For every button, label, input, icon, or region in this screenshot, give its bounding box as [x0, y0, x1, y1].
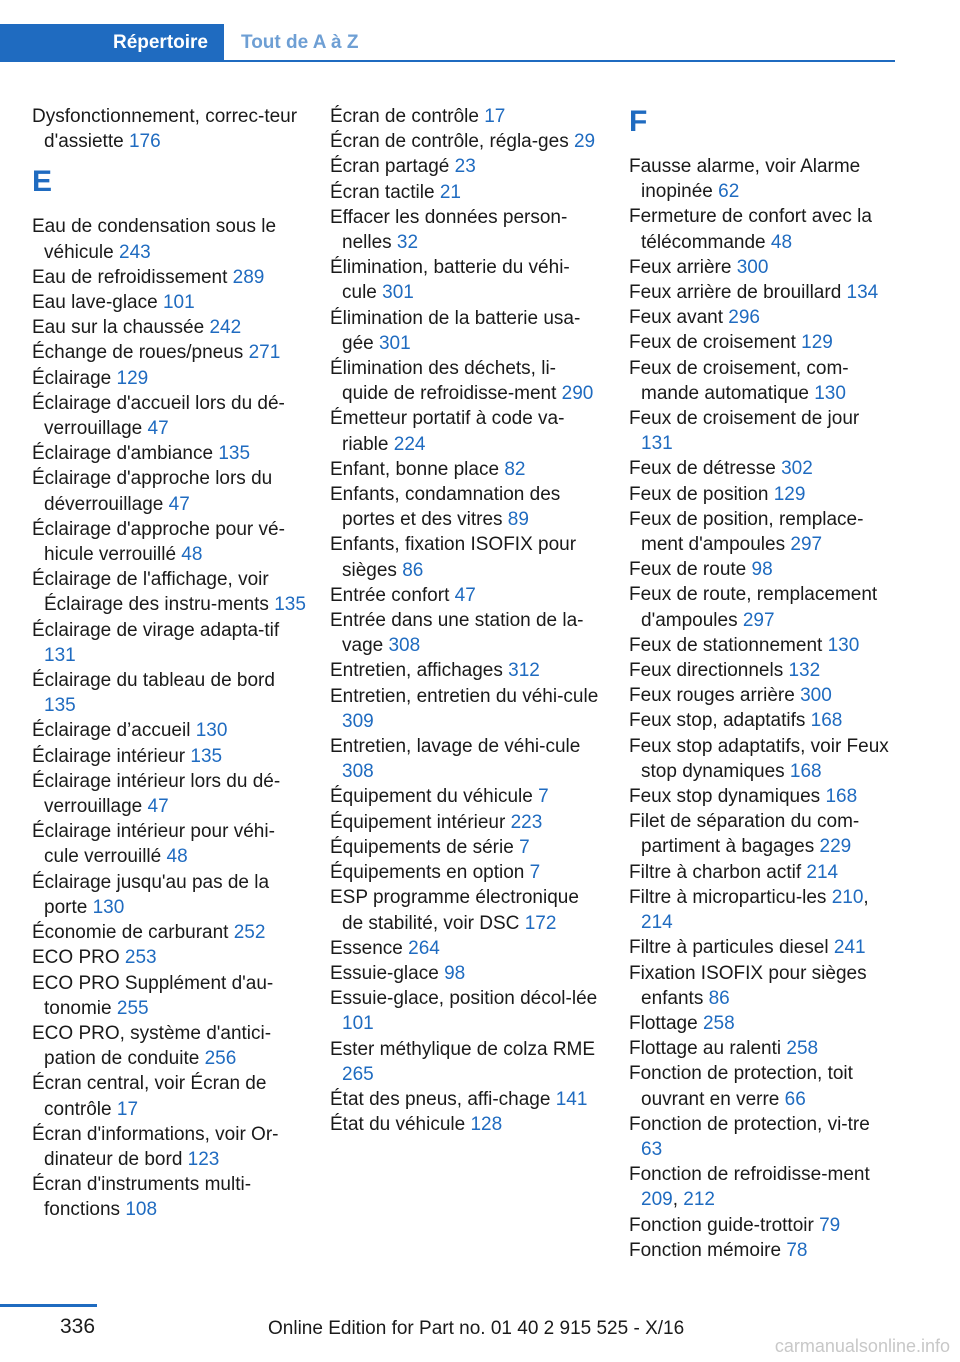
index-entry: [32, 567, 307, 617]
index-entry-text: Essuie-glace, position décol-lée: [330, 988, 598, 1010]
page-link[interactable]: 212: [683, 1189, 715, 1211]
index-entry-text: Eau lave-glace: [32, 292, 163, 314]
page-link[interactable]: 47: [147, 796, 169, 818]
index-entry-text: Fausse alarme, voir Alarme inopinée: [629, 156, 861, 203]
page-link[interactable]: 301: [378, 332, 411, 354]
index-entry: [330, 154, 600, 179]
index-entry-text: Élimination, batterie du véhi-cule: [330, 257, 570, 304]
index-entry: [32, 971, 307, 1021]
index-entry: [32, 315, 307, 340]
index-entry-text: Éclairage: [32, 367, 117, 389]
index-entry-text: Feux stop, adaptatifs: [629, 710, 811, 732]
page-link[interactable]: 108: [125, 1199, 158, 1221]
index-entry-text: Éclairage d'accueil lors du dé-verrouillage: [32, 392, 285, 440]
index-entry-text: Entrée dans une station de la-vage: [330, 610, 584, 657]
index-entry-text: Feux stop dynamiques: [629, 786, 826, 808]
page-link[interactable]: 129: [773, 483, 806, 505]
index-entry: [330, 532, 600, 582]
index-entry: [330, 457, 600, 482]
page-link[interactable]: 130: [195, 720, 228, 742]
index-entry: Fonction de refroidisse-ment 209, 212: [629, 1164, 870, 1211]
index-entry-text: Éclairage de virage adapta-tif: [32, 619, 280, 641]
page-link[interactable]: 89: [507, 509, 529, 531]
page-link[interactable]: 210: [831, 886, 864, 908]
page-link[interactable]: 101: [162, 292, 195, 314]
index-entry-text: Feux arrière: [629, 256, 737, 278]
index-column-1: [32, 104, 307, 1223]
page-link[interactable]: 131: [44, 644, 76, 666]
index-entry-text: Équipements en option: [330, 862, 530, 884]
page-link[interactable]: 82: [504, 458, 526, 480]
page-link[interactable]: 29: [573, 131, 596, 153]
page-link[interactable]: 48: [181, 544, 203, 566]
index-entry-text: Feux de stationnement: [629, 634, 828, 656]
page-number: 336: [60, 1315, 96, 1338]
index-entry: [330, 482, 600, 532]
page-link[interactable]: 209: [641, 1189, 673, 1211]
index-entry-text: Entretien, affichages: [330, 660, 509, 682]
index-entry-text: Éclairage du tableau de bord: [32, 670, 275, 692]
index-entry-text: Essuie-glace: [330, 962, 445, 984]
page-link[interactable]: 17: [116, 1098, 139, 1120]
index-entry: [330, 810, 600, 835]
page-link[interactable]: 300: [736, 256, 769, 278]
index-entry: [629, 683, 894, 708]
page-link[interactable]: 243: [119, 241, 151, 263]
index-entry: [32, 1021, 307, 1071]
page-link[interactable]: 141: [555, 1088, 588, 1110]
index-entry-text: Écran tactile: [330, 181, 440, 203]
page-link[interactable]: 264: [408, 937, 440, 959]
index-entry-text: Éclairage d'ambiance: [32, 443, 219, 465]
page-link[interactable]: 23: [454, 156, 476, 178]
page-link[interactable]: 135: [44, 695, 76, 717]
index-entry: [629, 784, 894, 809]
page-link[interactable]: 256: [204, 1048, 237, 1070]
page-link[interactable]: 21: [439, 181, 461, 203]
index-entry: [629, 1036, 894, 1061]
index-entry-text: Éclairage d'approche lors du déverrouillage: [32, 468, 273, 515]
index-entry-text: Fonction de protection, toit ouvrant en verre: [629, 1063, 853, 1110]
index-entry-text: Eau sur la chaussée: [32, 317, 210, 339]
index-entry: [629, 809, 894, 859]
index-entry-text: Fonction guide-trottoir: [629, 1214, 820, 1236]
page-link[interactable]: 308: [342, 761, 374, 783]
page-link[interactable]: 296: [728, 307, 760, 329]
index-entry-text: ECO PRO: [32, 947, 125, 969]
footer-rule: [0, 1304, 97, 1307]
index-entry: [629, 557, 894, 582]
index-entry: [330, 986, 600, 1036]
page-link[interactable]: 79: [819, 1214, 841, 1236]
page-link[interactable]: 32: [396, 232, 419, 254]
index-entry: [330, 961, 600, 986]
page-link[interactable]: 258: [786, 1038, 819, 1060]
index-letter-heading: F: [629, 105, 648, 138]
page-link[interactable]: 309: [342, 710, 374, 732]
page-link[interactable]: 62: [718, 181, 740, 203]
index-entry: [330, 205, 600, 255]
index-entry-text: Feux directionnels: [629, 660, 789, 682]
index-entry-text: Élimination de la batterie usa-gée: [330, 307, 581, 354]
index-entry-text: Éclairage jusqu'au pas de la porte: [32, 871, 270, 918]
index-entry-text: Eau de condensation sous le véhicule: [32, 216, 277, 263]
index-entry: [330, 255, 600, 305]
index-entry-text: Écran d'informations, voir Or-dinateur de bord: [32, 1123, 279, 1170]
page-link[interactable]: 7: [538, 786, 549, 808]
page-link[interactable]: 135: [274, 594, 306, 616]
tab-repertoire[interactable]: Répertoire: [0, 24, 224, 62]
index-entry: [629, 961, 894, 1011]
index-entry: [330, 1112, 600, 1137]
index-entry-text: Émetteur portatif à code va-riable: [330, 408, 565, 455]
index-entry: [629, 507, 894, 557]
page-link[interactable]: 172: [524, 912, 557, 934]
index-entry-text: Enfant, bonne place: [330, 458, 505, 480]
index-entry-text: Équipements de série: [330, 836, 520, 858]
index-column-3: [629, 104, 894, 1263]
index-entry: [330, 885, 600, 935]
index-entry-text: Échange de roues/pneus: [32, 342, 249, 364]
page-link[interactable]: 301: [382, 282, 414, 304]
index-entry-text: Équipement du véhicule: [330, 786, 539, 808]
index-entry: [330, 306, 600, 356]
index-entry: [330, 583, 600, 608]
index-entry-text: Feux de détresse: [629, 458, 782, 480]
index-entry-text: Fixation ISOFIX pour sièges enfants: [629, 962, 867, 1009]
page-link[interactable]: 129: [801, 332, 833, 354]
index-entry-text: Éclairage de l'affichage, voir Éclairage des instru-ments: [32, 569, 275, 616]
page-link[interactable]: 134: [846, 282, 879, 304]
page-link[interactable]: 229: [819, 836, 852, 858]
page-link[interactable]: 258: [702, 1012, 735, 1034]
index-entry: [629, 1112, 894, 1162]
index-entry: [32, 668, 307, 718]
page-link[interactable]: 129: [116, 367, 149, 389]
index-entry: [32, 1122, 307, 1172]
index-entry: [330, 658, 600, 683]
page-link[interactable]: 17: [484, 106, 506, 127]
index-entry-text: Éclairage intérieur: [32, 745, 191, 767]
page-link[interactable]: 130: [814, 382, 846, 404]
page-link[interactable]: 168: [825, 786, 858, 808]
index-entry-text: Fonction de protection, vi-tre: [629, 1113, 870, 1135]
index-entry-text: Flottage au ralenti: [629, 1038, 787, 1060]
page-link[interactable]: 223: [510, 811, 543, 833]
page-link[interactable]: 290: [561, 383, 594, 405]
index-letter-heading: E: [32, 165, 53, 199]
index-entry: Filtre à microparticu-les 210, 214: [629, 886, 869, 934]
index-entry: [629, 204, 894, 254]
page-link[interactable]: 47: [168, 493, 190, 515]
page-link[interactable]: 98: [751, 559, 773, 581]
index-column-2: [330, 104, 600, 1137]
index-entry-text: Écran d'instruments multi-fonctions: [32, 1174, 252, 1221]
index-entry-text: Flottage: [629, 1012, 703, 1034]
index-entry: [330, 129, 600, 154]
page-link[interactable]: 135: [190, 745, 223, 767]
page-link[interactable]: 66: [784, 1088, 806, 1110]
index-entry-text: Feux avant: [629, 307, 729, 329]
page-link[interactable]: 308: [388, 635, 421, 657]
page-link[interactable]: 176: [128, 131, 161, 153]
index-entry: [32, 104, 307, 154]
page-link[interactable]: 7: [519, 836, 530, 858]
index-entry: [330, 734, 600, 784]
index-entry-text: Écran de contrôle: [330, 106, 485, 127]
index-entry-text: Ester méthylique de colza RME: [330, 1038, 596, 1060]
index-entry: [330, 1037, 600, 1087]
page-link[interactable]: 86: [708, 987, 730, 1009]
index-entry: [330, 608, 600, 658]
index-entry-text: Éclairage intérieur lors du dé-verrouillage: [32, 770, 281, 818]
index-entry: [32, 744, 307, 769]
index-entry: [330, 356, 600, 406]
index-entry-text: Feux de croisement, com-mande automatique: [629, 357, 849, 404]
index-entry-text: Élimination des déchets, li-quide de refroidisse-ment: [330, 358, 562, 405]
watermark: carmanualsonline.info: [774, 1336, 950, 1356]
page-link[interactable]: 214: [641, 912, 673, 934]
index-entry-text: ECO PRO, système d'antici-pation de conduite: [32, 1022, 272, 1070]
index-entry: [330, 784, 600, 809]
index-entry: [629, 582, 894, 632]
index-entry-text: Fonction de refroidisse-ment: [629, 1164, 870, 1186]
index-entry: [32, 265, 307, 290]
index-entry: [330, 936, 600, 961]
index-entry-text: Entretien, lavage de véhi-cule: [330, 736, 581, 758]
index-entry-text: Éclairage intérieur pour véhi-cule verrouillé: [32, 821, 275, 868]
index-entry-text: Équipement intérieur: [330, 811, 511, 833]
index-entry-text: Écran de contrôle, régla-ges: [330, 131, 574, 153]
index-entry: [32, 340, 307, 365]
edition-text: Online Edition for Part no. 01 40 2 915 525 - X/16: [268, 1318, 685, 1339]
header-rule: [0, 60, 895, 62]
index-entry: [629, 330, 894, 355]
page-link[interactable]: 63: [641, 1138, 663, 1160]
page-link[interactable]: 253: [124, 947, 157, 969]
page-link[interactable]: 289: [232, 266, 265, 288]
index-entry: [32, 517, 307, 567]
page-link[interactable]: 271: [248, 342, 281, 364]
index-entry-text: Enfants, condamnation des portes et des vitres: [330, 484, 561, 531]
index-entry: [629, 456, 894, 481]
index-entry-text: Filet de séparation du com-partiment à bagages: [629, 811, 860, 858]
page-link[interactable]: 297: [742, 609, 775, 631]
page-link[interactable]: 47: [454, 584, 476, 606]
index-entry: [330, 684, 600, 734]
index-entry: [32, 945, 307, 970]
index-entry-text: Effacer les données person-nelles: [330, 206, 568, 254]
index-entry: [629, 356, 894, 406]
index-entry-text: Feux de position: [629, 483, 774, 505]
index-entry: [32, 870, 307, 920]
page-link[interactable]: 224: [393, 433, 426, 455]
index-entry-text: Eau de refroidissement: [32, 266, 233, 288]
index-entry-text: État des pneus, affi-chage: [330, 1088, 556, 1110]
index-entry: [629, 305, 894, 330]
index-entry-text: Feux arrière de brouillard: [629, 282, 847, 304]
page-link[interactable]: 241: [833, 937, 866, 959]
index-entry-text: Éclairage d’accueil: [32, 720, 196, 742]
index-entry-text: Feux de croisement de jour: [629, 408, 860, 430]
index-entry-text: Entrée confort: [330, 584, 455, 606]
index-entry: [32, 391, 307, 441]
index-entry: [629, 280, 894, 305]
page-link[interactable]: 101: [342, 1013, 374, 1035]
page-link[interactable]: 214: [806, 861, 839, 883]
index-entry: [629, 154, 894, 204]
index-entry: [629, 633, 894, 658]
page-link[interactable]: 168: [810, 710, 843, 732]
index-entry: [330, 1087, 600, 1112]
tab-tout-de-a-a-z[interactable]: Tout de A à Z: [241, 32, 359, 53]
index-entry: [629, 734, 894, 784]
index-entry: [330, 835, 600, 860]
index-entry: [32, 618, 307, 668]
index-entry: [32, 466, 307, 516]
page-link[interactable]: 265: [342, 1063, 374, 1085]
page-link[interactable]: 242: [209, 317, 242, 339]
page-link[interactable]: 302: [781, 458, 813, 480]
index-entry-text: Feux rouges arrière: [629, 685, 801, 707]
page-link[interactable]: 86: [402, 559, 424, 581]
index-entry: [330, 860, 600, 885]
index-entry: [32, 819, 307, 869]
index-entry-text: ECO PRO Supplément d'au-tonomie: [32, 972, 274, 1019]
header-bar: [0, 24, 895, 62]
index-entry-text: Fermeture de confort avec la télécommande: [629, 206, 872, 253]
index-entry-text: Feux de route, remplacement d'ampoules: [629, 584, 878, 631]
index-entry: [629, 1238, 894, 1263]
index-entry-text: Éclairage d'approche pour vé-hicule verrouillé: [32, 518, 285, 566]
page-link[interactable]: 78: [786, 1239, 808, 1261]
page-link[interactable]: 252: [233, 922, 266, 944]
index-entry: [32, 920, 307, 945]
page-link[interactable]: 7: [529, 862, 541, 884]
page-link[interactable]: 132: [788, 660, 821, 682]
index-entry-text: État du véhicule: [330, 1114, 471, 1136]
index-entry: [629, 1213, 894, 1238]
page-link[interactable]: 123: [187, 1148, 220, 1170]
page-link[interactable]: 300: [800, 685, 832, 707]
index-entry-text: Essence: [330, 937, 409, 959]
index-entry-text: Écran partagé: [330, 156, 455, 178]
index-entry: [330, 406, 600, 456]
index-entry: [32, 718, 307, 743]
page-link[interactable]: 98: [444, 962, 466, 984]
index-entry-text: Filtre à microparticu-les: [629, 886, 832, 908]
index-entry-text: Filtre à particules diesel: [629, 937, 834, 959]
page-link[interactable]: 168: [789, 760, 822, 782]
index-entry: [629, 406, 894, 456]
page-link[interactable]: 131: [641, 433, 673, 455]
index-entry: [32, 214, 307, 264]
page-link[interactable]: 135: [218, 443, 251, 465]
index-entry: [32, 441, 307, 466]
index-entry-text: Dysfonctionnement, correc-teur d'assiette: [32, 106, 298, 153]
page-link[interactable]: 128: [470, 1114, 503, 1136]
page-link[interactable]: 255: [116, 997, 149, 1019]
page-link[interactable]: 47: [147, 418, 169, 440]
index-entry-text: Enfants, fixation ISOFIX pour sièges: [330, 534, 577, 581]
index-entry-text: Fonction mémoire: [629, 1239, 787, 1261]
index-entry-text: Feux de croisement: [629, 332, 802, 354]
index-entry: [629, 935, 894, 960]
index-entry-text: ESP programme électronique de stabilité, voir DSC: [330, 887, 579, 934]
index-entry-text: Entretien, entretien du véhi-cule: [330, 685, 599, 707]
page-link[interactable]: 48: [166, 846, 188, 868]
index-entry-text: Écran central, voir Écran de contrôle: [32, 1073, 267, 1120]
index-entry-text: Feux de route: [629, 559, 752, 581]
index-entry: [32, 290, 307, 315]
page-link[interactable]: 130: [827, 634, 860, 656]
page-link[interactable]: 130: [92, 896, 125, 918]
index-entry: [629, 708, 894, 733]
index-entry: [629, 1061, 894, 1111]
index-entry: [629, 255, 894, 280]
index-entry: [629, 860, 894, 885]
page-link[interactable]: 297: [790, 534, 823, 556]
index-entry: [330, 180, 600, 205]
index-entry: [330, 104, 600, 129]
page-link[interactable]: 312: [508, 660, 540, 682]
index-entry: [32, 1172, 307, 1222]
page-link[interactable]: 48: [770, 231, 793, 253]
index-entry-text: Feux de position, remplace-ment d'ampoules: [629, 508, 864, 556]
index-entry: [32, 1071, 307, 1121]
index-entry-text: Feux stop adaptatifs, voir Feux stop dynamiques: [629, 735, 889, 782]
index-entry-text: Économie de carburant: [32, 922, 234, 944]
index-entry: [629, 482, 894, 507]
index-entry: [629, 658, 894, 683]
index-entry-text: Filtre à charbon actif: [629, 861, 807, 883]
index-entry: [32, 769, 307, 819]
index-entry: [629, 1011, 894, 1036]
index-entry: [32, 366, 307, 391]
